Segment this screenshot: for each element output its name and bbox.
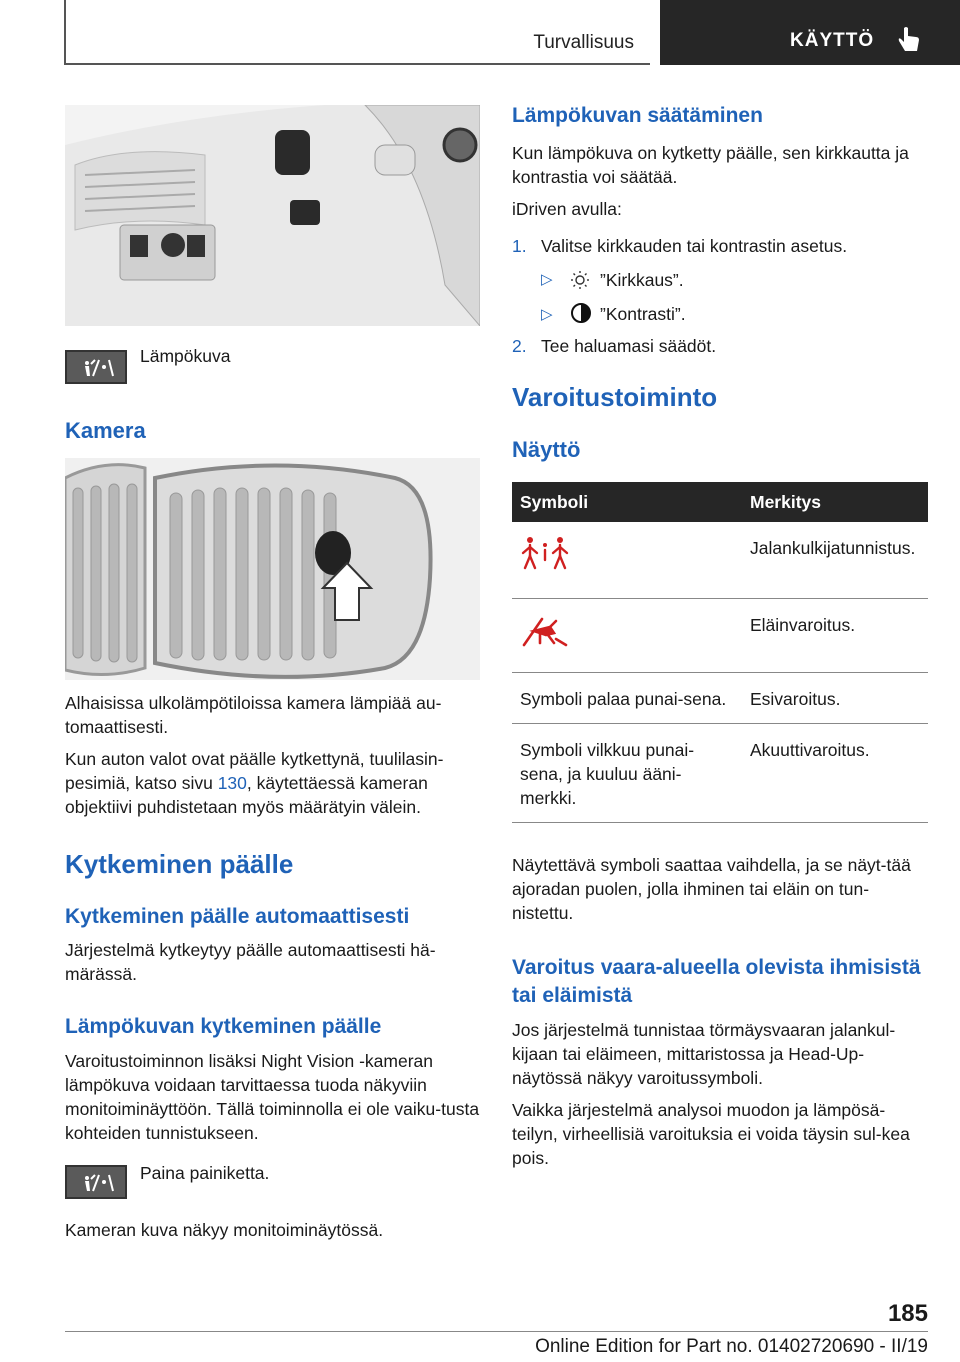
table-header-symbol: Symboli — [512, 482, 742, 522]
paragraph-symbol-vary: Näytettävä symboli saattaa vaihdella, ja se näyt-tää ajoradan puolen, jolla ihminen tai eläin on tun-nistettu. — [512, 855, 911, 923]
symbol-table — [512, 482, 928, 823]
table-cell-meaning: Eläinvaroitus. — [742, 598, 928, 672]
header-section — [66, 0, 650, 63]
header-section-title: Turvallisuus — [533, 32, 634, 53]
page-number: 185 — [887, 1300, 928, 1327]
table-row — [512, 672, 928, 723]
hand-pointer-icon — [896, 26, 922, 54]
paragraph-collision-risk: Jos järjestelmä tunnistaa törmäysvaaran jalankul-kijaan tai eläimeen, mittaristossa ja Head-Up-näytössä näkyy varoitussymboli. — [512, 1020, 896, 1088]
paragraph-monitor: Kameran kuva näkyy monitoiminäytössä. — [65, 1220, 384, 1240]
button-caption: Paina painiketta. — [140, 1163, 270, 1183]
paragraph-automatic: Järjestelmä kytkeytyy päälle automaattisesti hä-märässä. — [65, 940, 436, 984]
table-header-meaning: Merkitys — [742, 482, 928, 522]
table-row — [512, 522, 928, 598]
step-text: Tee haluamasi säädöt. — [541, 336, 717, 356]
bullet-triangle-icon: ▷ — [541, 271, 553, 288]
table-cell-symbol: Symboli vilkkuu punai-sena, ja kuuluu ääni-merkki. — [512, 723, 742, 822]
header-chapter-tab — [660, 0, 960, 65]
night-vision-button-icon — [65, 350, 127, 384]
heading-thermal-on: Lämpökuvan kytkeminen päälle — [65, 1015, 382, 1038]
page-link[interactable]: 130 — [217, 773, 247, 793]
sub-option-brightness: ”Kirkkaus”. — [600, 270, 684, 290]
header-rule — [64, 63, 650, 65]
table-header-row — [512, 482, 928, 522]
table-cell-symbol — [512, 598, 742, 672]
footer-edition: Online Edition for Part no. 01402720690 - II/19 — [535, 1336, 928, 1357]
step-number: 2. — [512, 336, 527, 356]
heading-adjust-thermal: Lämpökuvan säätäminen — [512, 104, 763, 127]
brightness-icon — [570, 270, 590, 290]
paragraph-false-warnings: Vaikka järjestelmä analysoi muodon ja lämpösä-teilyn, virheellisiä varoituksia ei voida täysin sul-kea pois. — [512, 1100, 910, 1168]
contrast-icon — [570, 302, 592, 324]
header-chapter-title: KÄYTTÖ — [790, 30, 875, 51]
sub-option-contrast: ”Kontrasti”. — [600, 304, 686, 324]
animal-warning-icon — [520, 613, 570, 647]
footer-rule — [65, 1331, 928, 1332]
kidney-grille-camera-illustration — [65, 458, 480, 680]
step-text: Valitse kirkkauden tai kontrastin asetus. — [541, 236, 848, 256]
heading-warning-function: Varoitustoiminto — [512, 382, 718, 412]
pedestrian-warning-icon — [520, 536, 570, 570]
paragraph-camera-cleaning — [65, 747, 480, 819]
image-caption: Lämpökuva — [140, 346, 231, 366]
heading-automatic-on: Kytkeminen päälle automaattisesti — [65, 905, 410, 928]
table-cell-meaning: Jalankulkijatunnistus. — [742, 522, 928, 598]
heading-danger-zone: Varoitus vaara-alueella olevista ihmisistä tai eläimistä — [512, 956, 921, 1007]
table-cell-symbol: Symboli palaa punai-sena. — [512, 672, 742, 723]
dashboard-illustration — [65, 105, 480, 326]
paragraph-thermal-on: Varoitustoiminnon lisäksi Night Vision -kameran lämpökuva voidaan tarvittaessa tuoda näkyviin monitoiminäyttöön. Tällä toiminnolla ei ole vaiku-tusta kohteiden tunnistukseen. — [65, 1051, 480, 1143]
heading-display: Näyttö — [512, 437, 581, 462]
paragraph-text: , käytettäessä kameran objektiivi puhdistetaan myös määrätyin välein. — [65, 773, 428, 817]
heading-kamera: Kamera — [65, 418, 146, 443]
step-number: 1. — [512, 236, 527, 256]
paragraph-idrive: iDriven avulla: — [512, 199, 622, 219]
table-cell-meaning: Akuuttivaroitus. — [742, 723, 928, 822]
heading-kytkeminen-paalle: Kytkeminen päälle — [65, 849, 294, 879]
bullet-triangle-icon: ▷ — [541, 306, 553, 323]
paragraph-camera-heating: Alhaisissa ulkolämpötiloissa kamera lämpiää au-tomaattisesti. — [65, 693, 442, 737]
table-row — [512, 598, 928, 672]
table-cell-meaning: Esivaroitus. — [742, 672, 928, 723]
table-cell-symbol — [512, 522, 742, 598]
paragraph-adjust: Kun lämpökuva on kytketty päälle, sen kirkkautta ja kontrastia voi säätää. — [512, 143, 909, 187]
night-vision-button-icon — [65, 1165, 127, 1199]
paragraph-text: Kun auton valot ovat päälle kytkettynä, tuulilasin-pesimiä, katso sivu — [65, 749, 444, 793]
table-row — [512, 723, 928, 822]
